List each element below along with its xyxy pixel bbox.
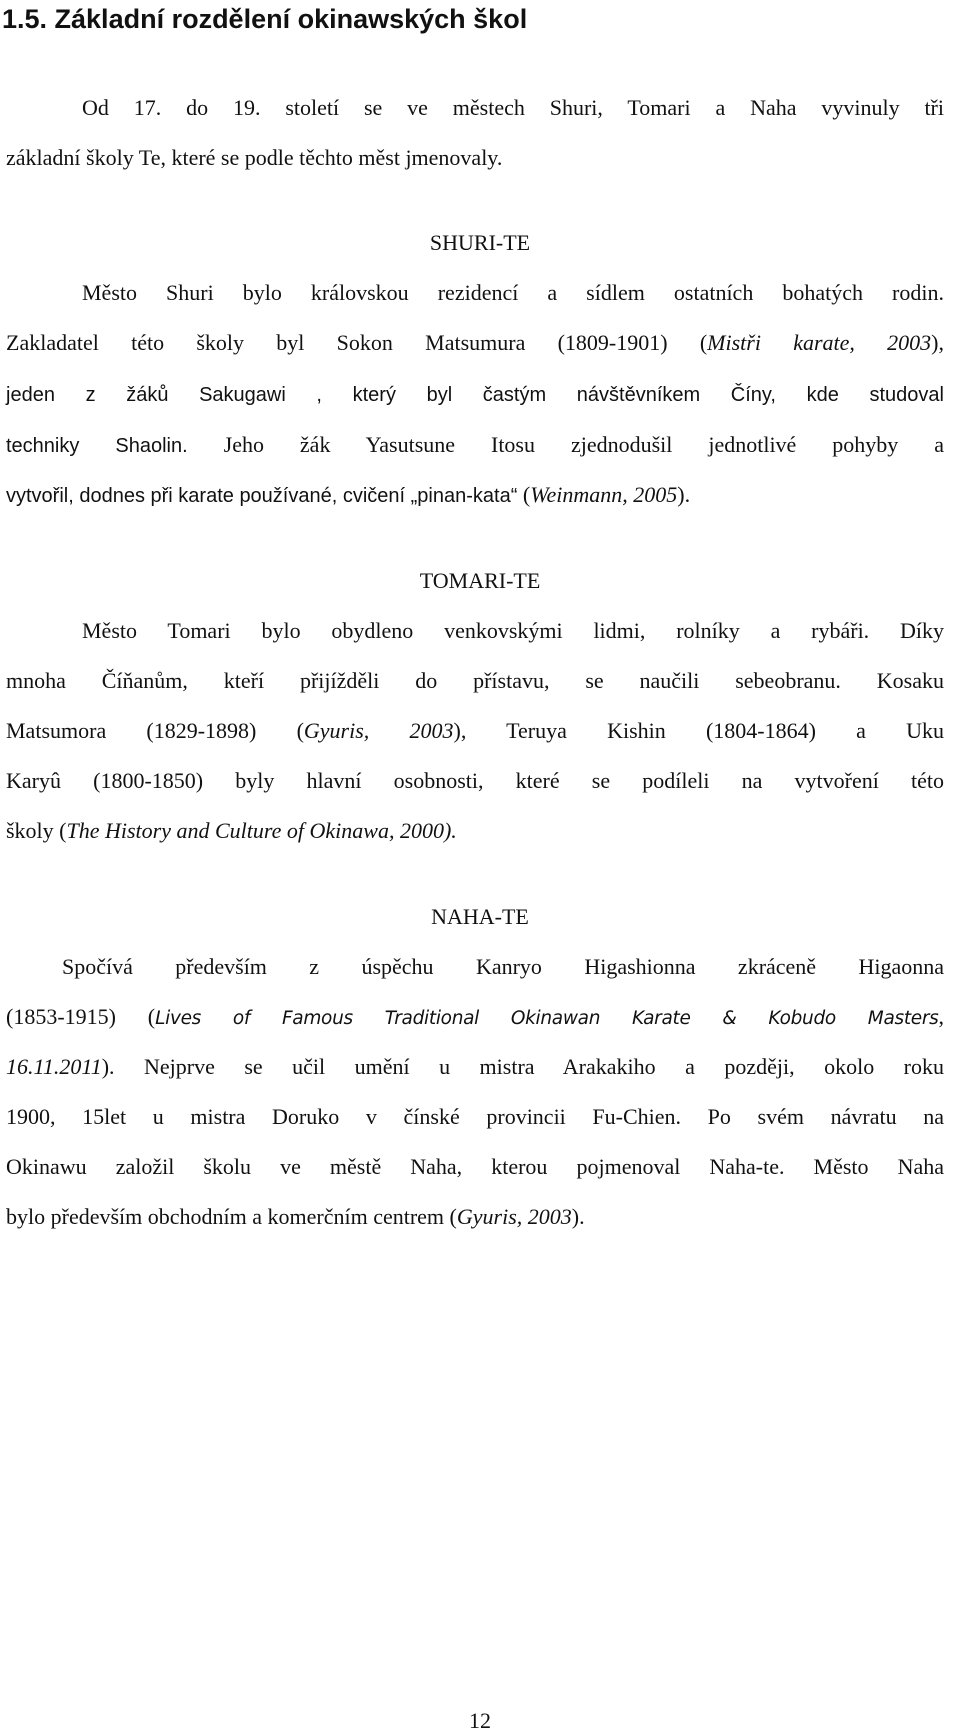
text-span: Matsumora (1829-1898) ( <box>6 718 304 743</box>
tomari-line-5 <box>6 818 944 844</box>
text-span: ), Teruya Kishin (1804-1864) a Uku <box>453 718 944 743</box>
tomari-line-1: Město Tomari bylo obydleno venkovskými lidmi, rolníky a rybáři. Díky <box>82 618 944 643</box>
section-heading: 1.5. Základní rozdělení okinawských škol <box>2 4 528 34</box>
text-span: Jeho žák Yasutsune Itosu zjednodušil jednotlivé pohyby a <box>187 432 944 457</box>
citation: Lives of Famous Traditional Okinawan Karate & Kobudo Masters <box>155 1008 939 1029</box>
tomari-line-4: Karyû (1800-1850) byly hlavní osobnosti, které se podíleli na vytvoření této <box>6 768 944 793</box>
citation: The History and Culture of Okinawa, 2000). <box>66 818 457 843</box>
shuri-line-1: Město Shuri bylo královskou rezidencí a sídlem ostatních bohatých rodin. <box>82 280 944 305</box>
text-span: ( <box>517 482 531 507</box>
naha-line-1: Spočívá především z úspěchu Kanryo Higashionna zkráceně Higaonna <box>62 954 944 979</box>
text-span: ). Nejprve se učil umění u mistra Arakakiho a později, okolo roku <box>101 1054 944 1079</box>
text-span: mnoha Číňanům, kteří přijížděli do přístavu, se naučili sebeobranu. <box>6 668 841 693</box>
text-span: (1853-1915) ( <box>6 1004 156 1029</box>
shuri-title: SHURI-TE <box>429 230 531 255</box>
text-span: školy ( <box>6 818 67 843</box>
text-span: bylo především obchodním a komerčním centrem ( <box>6 1204 457 1229</box>
intro-line-2: základní školy Te, které se podle těchto měst jmenovaly. <box>6 145 503 170</box>
text-span: ). <box>571 1204 585 1229</box>
naha-line-5: Okinawu založil školu ve městě Naha, kterou pojmenoval Naha-te. Město Naha <box>6 1154 944 1179</box>
page-number: 12 <box>469 1708 491 1733</box>
text-span: Kosaku <box>840 668 944 693</box>
citation: Gyuris, 2003 <box>456 1204 572 1229</box>
intro-line-1: Od 17. do 19. století se ve městech Shuri, Tomari a Naha vyvinuly tři <box>82 95 944 120</box>
naha-line-3 <box>6 1054 944 1080</box>
text-span: vytvořil, dodnes při karate používané, cvičení „pinan-kata“ <box>6 485 518 507</box>
citation: 16.11.2011 <box>6 1054 102 1079</box>
shuri-line-3: jeden z žáků Sakugawi , který byl častým návštěvníkem Číny, kde studoval <box>6 384 944 406</box>
text-span: ), <box>931 330 944 355</box>
naha-line-6 <box>6 1204 944 1230</box>
citation: Mistři karate, 2003 <box>707 330 932 355</box>
tomari-line-2 <box>6 668 944 694</box>
citation: Weinmann, 2005 <box>530 482 678 507</box>
text-span: Zakladatel této školy byl Sokon Matsumura (1809-1901) ( <box>6 330 708 355</box>
text-span: , <box>938 1004 944 1029</box>
text-span: ). <box>677 482 691 507</box>
citation: Gyuris, 2003 <box>303 718 454 743</box>
shuri-line-2 <box>6 330 944 356</box>
naha-line-4: 1900, 15let u mistra Doruko v čínské provincii Fu-Chien. Po svém návratu na <box>6 1104 944 1129</box>
naha-title: NAHA-TE <box>431 904 529 929</box>
tomari-line-3 <box>6 718 944 744</box>
text-span: techniky Shaolin. <box>6 435 188 457</box>
shuri-line-5 <box>6 482 944 509</box>
shuri-line-4 <box>6 432 944 459</box>
naha-line-2 <box>6 1004 944 1032</box>
tomari-title: TOMARI-TE <box>419 568 541 593</box>
